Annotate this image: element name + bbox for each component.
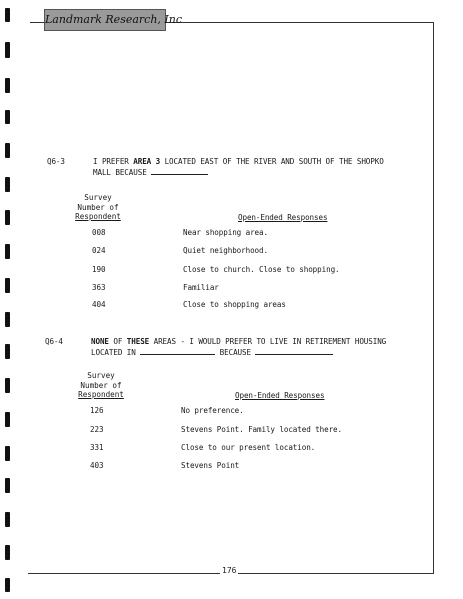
- frame-right-line: [433, 22, 434, 574]
- binder-hole: [5, 545, 10, 560]
- response-text: Quiet neighborhood.: [183, 246, 268, 255]
- question-line-1: NONE OF THESE AREAS - I WOULD PREFER TO LIVE IN RETIREMENT HOUSING: [91, 337, 387, 346]
- respondent-number: 403: [90, 461, 104, 470]
- binder-hole: [5, 278, 10, 293]
- binder-hole: [5, 8, 10, 22]
- respondent-number: 404: [92, 300, 106, 309]
- binder-hole: [5, 177, 10, 192]
- response-text: Familiar: [183, 283, 219, 292]
- response-text: Near shopping area.: [183, 228, 268, 237]
- question-line-1: I PREFER AREA 3 LOCATED EAST OF THE RIVER AND SOUTH OF THE SHOPKO: [93, 157, 384, 166]
- blank-line: [140, 347, 215, 355]
- binder-hole: [5, 244, 10, 259]
- binder-hole: [5, 412, 10, 427]
- column-header-responses: Open-Ended Responses: [235, 391, 325, 400]
- respondent-number: 223: [90, 425, 104, 434]
- respondent-number: 190: [92, 265, 106, 274]
- respondent-number: 331: [90, 443, 104, 452]
- question-line-2: LOCATED IN BECAUSE: [91, 347, 333, 358]
- respondent-number: 024: [92, 246, 106, 255]
- blank-line: [255, 347, 333, 355]
- column-header-respondent: Survey Number of Respondent: [78, 371, 124, 399]
- binder-hole: [5, 312, 10, 327]
- binder-hole: [5, 344, 10, 359]
- binder-hole: [5, 42, 10, 58]
- binder-hole: [5, 143, 10, 158]
- response-text: Close to our present location.: [181, 443, 316, 452]
- response-text: Stevens Point. Family located there.: [181, 425, 342, 434]
- binder-hole: [5, 478, 10, 493]
- company-logo: Landmark Research, Inc: [44, 9, 166, 31]
- binder-hole: [5, 446, 10, 461]
- response-text: Close to shopping areas: [183, 300, 286, 309]
- respondent-number: 363: [92, 283, 106, 292]
- blank-line: [151, 167, 208, 175]
- binder-hole: [5, 578, 10, 592]
- column-header-respondent: Survey Number of Respondent: [75, 193, 121, 221]
- question-code: Q6-3: [47, 157, 65, 166]
- question-line-2: MALL BECAUSE: [93, 167, 208, 178]
- binder-hole: [5, 110, 10, 124]
- column-header-responses: Open-Ended Responses: [238, 213, 328, 222]
- binder-hole: [5, 512, 10, 527]
- binder-hole: [5, 210, 10, 225]
- response-text: Close to church. Close to shopping.: [183, 265, 340, 274]
- respondent-number: 008: [92, 228, 106, 237]
- respondent-number: 126: [90, 406, 104, 415]
- response-text: No preference.: [181, 406, 244, 415]
- response-text: Stevens Point: [181, 461, 240, 470]
- binder-hole: [5, 78, 10, 93]
- binder-hole: [5, 378, 10, 393]
- page-number: 176: [222, 566, 237, 575]
- question-code: Q6-4: [45, 337, 63, 346]
